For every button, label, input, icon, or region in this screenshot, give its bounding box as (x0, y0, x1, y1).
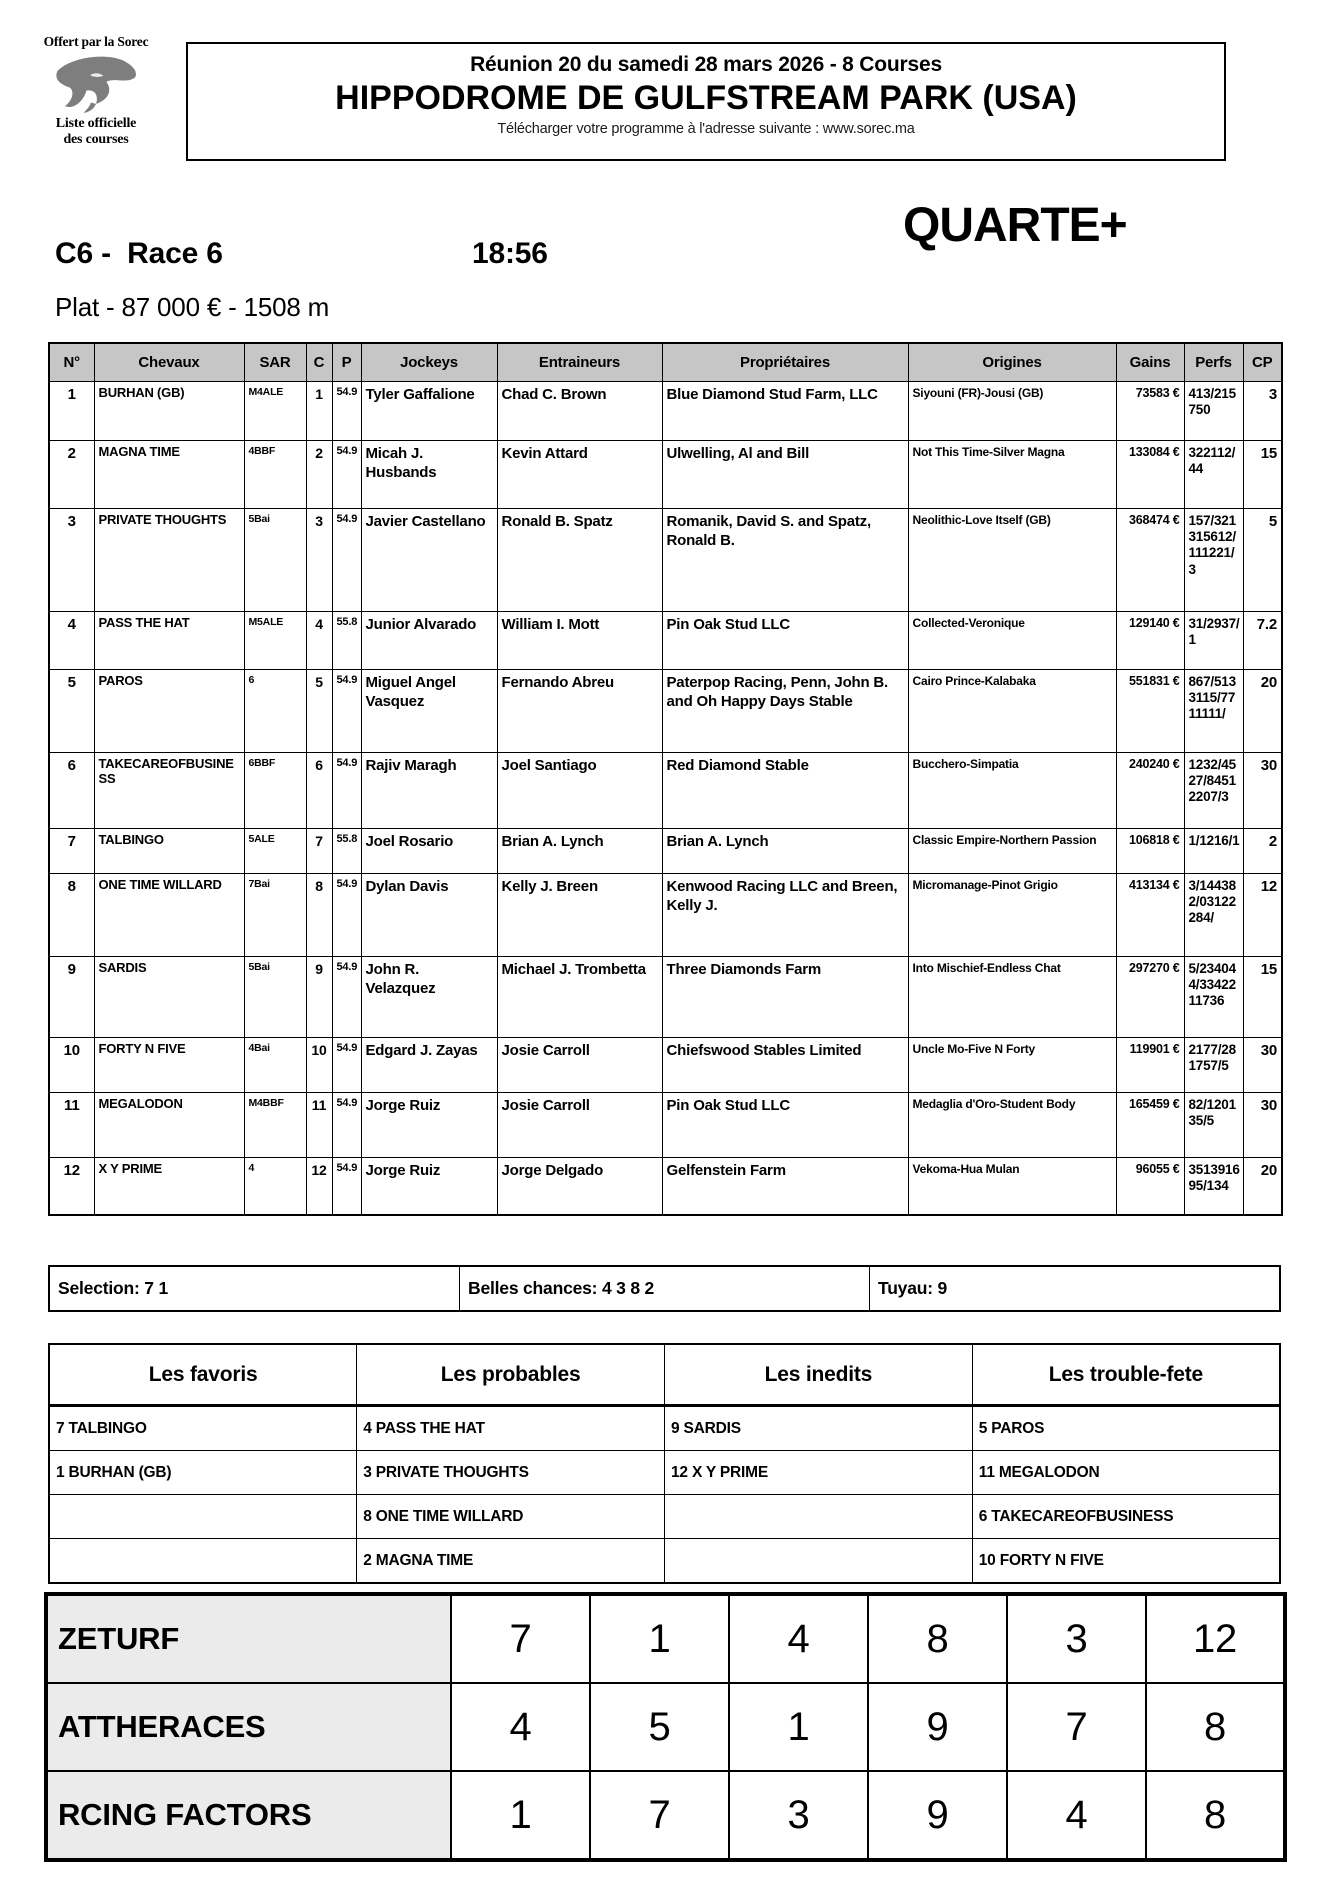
pick-cell: 4 PASS THE HAT (357, 1406, 665, 1451)
download-line: Télécharger votre programme à l'adresse suivante : www.sorec.ma (497, 121, 915, 137)
sar-code: M4BBF (244, 1093, 306, 1158)
trainer-name: Josie Carroll (497, 1038, 662, 1093)
runner-row (49, 382, 1282, 441)
logo-liste-text (36, 116, 156, 147)
tipster-pick: 1 (729, 1683, 868, 1771)
tipster-pick: 8 (1146, 1683, 1285, 1771)
selection-bar (48, 1265, 1281, 1312)
column-header: Origines (908, 343, 1116, 382)
weight: 54.9 (332, 1038, 361, 1093)
weight: 54.9 (332, 1158, 361, 1215)
origin: Collected-Veronique (908, 612, 1116, 670)
gains: 73583 € (1116, 382, 1184, 441)
pick-cell: 11 MEGALODON (972, 1451, 1280, 1495)
column-header: N° (49, 343, 94, 382)
gains: 165459 € (1116, 1093, 1184, 1158)
gains: 297270 € (1116, 957, 1184, 1038)
sar-code: 4 (244, 1158, 306, 1215)
picks-row (49, 1539, 1280, 1584)
tipster-name: RCING FACTORS (46, 1771, 451, 1860)
runner-row (49, 874, 1282, 957)
tipster-row (46, 1683, 1285, 1771)
tipster-pick: 4 (1007, 1771, 1146, 1860)
pick-cell: 12 X Y PRIME (665, 1451, 973, 1495)
gains: 119901 € (1116, 1038, 1184, 1093)
runner-number: 10 (49, 1038, 94, 1093)
owner-name: Paterpop Racing, Penn, John B. and Oh Happy Days Stable (662, 670, 908, 753)
perfs: 867/513 3115/77 11111/ (1184, 670, 1243, 753)
runner-row (49, 670, 1282, 753)
tipster-row (46, 1771, 1285, 1860)
horse-name: FORTY N FIVE (94, 1038, 244, 1093)
runner-row (49, 1158, 1282, 1215)
runner-row (49, 612, 1282, 670)
sar-code: 6BBF (244, 753, 306, 829)
tipster-pick: 7 (590, 1771, 729, 1860)
trainer-name: Chad C. Brown (497, 382, 662, 441)
gains: 106818 € (1116, 829, 1184, 874)
jockey-name: Dylan Davis (361, 874, 497, 957)
selection-cell: Selection: 7 1 (50, 1267, 460, 1310)
runner-number: 5 (49, 670, 94, 753)
column-header: Jockeys (361, 343, 497, 382)
perfs: 3/14438 2/03122 284/ (1184, 874, 1243, 957)
picks-table (48, 1343, 1281, 1584)
horse-name: PRIVATE THOUGHTS (94, 509, 244, 612)
runner-row (49, 1093, 1282, 1158)
jockey-name: Micah J. Husbands (361, 441, 497, 509)
tipster-row (46, 1594, 1285, 1683)
sar-code: 7Bai (244, 874, 306, 957)
runner-number: 1 (49, 382, 94, 441)
gains: 413134 € (1116, 874, 1184, 957)
weight: 54.9 (332, 753, 361, 829)
origin: Classic Empire-Northern Passion (908, 829, 1116, 874)
corde-number: 3 (306, 509, 332, 612)
owner-name: Red Diamond Stable (662, 753, 908, 829)
weight: 54.9 (332, 441, 361, 509)
picks-header-row (49, 1344, 1280, 1406)
perfs: 5/23404 4/33422 11736 (1184, 957, 1243, 1038)
origin: Vekoma-Hua Mulan (908, 1158, 1116, 1215)
picks-column-header: Les probables (357, 1344, 665, 1406)
runners-table (48, 342, 1283, 1216)
jockey-name: Junior Alvarado (361, 612, 497, 670)
corde-number: 1 (306, 382, 332, 441)
horse-name: BURHAN (GB) (94, 382, 244, 441)
weight: 55.8 (332, 612, 361, 670)
tipster-name: ZETURF (46, 1594, 451, 1683)
cp-value: 30 (1243, 753, 1282, 829)
runners-header-row (49, 343, 1282, 382)
perfs: 1/1216/1 (1184, 829, 1243, 874)
jockey-name: Edgard J. Zayas (361, 1038, 497, 1093)
runner-number: 12 (49, 1158, 94, 1215)
sar-code: 4Bai (244, 1038, 306, 1093)
cp-value: 15 (1243, 957, 1282, 1038)
runner-number: 6 (49, 753, 94, 829)
sar-code: M4ALE (244, 382, 306, 441)
horse-name: X Y PRIME (94, 1158, 244, 1215)
trainer-name: Kelly J. Breen (497, 874, 662, 957)
tipsters-table (44, 1592, 1287, 1862)
runner-number: 11 (49, 1093, 94, 1158)
horse-name: TAKECAREOFBUSINESS (94, 753, 244, 829)
perfs: 82/1201 35/5 (1184, 1093, 1243, 1158)
picks-row (49, 1495, 1280, 1539)
weight: 54.9 (332, 1093, 361, 1158)
owner-name: Brian A. Lynch (662, 829, 908, 874)
owner-name: Ulwelling, Al and Bill (662, 441, 908, 509)
runner-number: 2 (49, 441, 94, 509)
horse-name: ONE TIME WILLARD (94, 874, 244, 957)
column-header: Perfs (1184, 343, 1243, 382)
weight: 54.9 (332, 874, 361, 957)
cp-value: 12 (1243, 874, 1282, 957)
origin: Micromanage-Pinot Grigio (908, 874, 1116, 957)
horse-name: PASS THE HAT (94, 612, 244, 670)
corde-number: 6 (306, 753, 332, 829)
column-header: Chevaux (94, 343, 244, 382)
logo-liste-line1: Liste officielle (55, 116, 137, 131)
pick-cell (665, 1495, 973, 1539)
trainer-name: William I. Mott (497, 612, 662, 670)
runner-row (49, 753, 1282, 829)
logo-offert-text: Offert par la Sorec (43, 34, 149, 49)
tipster-pick: 1 (451, 1771, 590, 1860)
horse-name: PAROS (94, 670, 244, 753)
header-box (186, 42, 1226, 161)
trainer-name: Ronald B. Spatz (497, 509, 662, 612)
origin: Uncle Mo-Five N Forty (908, 1038, 1116, 1093)
cp-value: 5 (1243, 509, 1282, 612)
horse-name: SARDIS (94, 957, 244, 1038)
perfs: 3513916 95/134 (1184, 1158, 1243, 1215)
pick-cell: 1 BURHAN (GB) (49, 1451, 357, 1495)
perfs: 1232/45 27/8451 2207/3 (1184, 753, 1243, 829)
trainer-name: Brian A. Lynch (497, 829, 662, 874)
jockey-name: Tyler Gaffalione (361, 382, 497, 441)
sar-code: 4BBF (244, 441, 306, 509)
owner-name: Pin Oak Stud LLC (662, 1093, 908, 1158)
origin: Into Mischief-Endless Chat (908, 957, 1116, 1038)
trainer-name: Josie Carroll (497, 1093, 662, 1158)
bet-type-label: QUARTE+ (903, 199, 1127, 252)
runner-row (49, 509, 1282, 612)
pick-cell (49, 1495, 357, 1539)
weight: 54.9 (332, 509, 361, 612)
perfs: 2177/28 1757/5 (1184, 1038, 1243, 1093)
owner-name: Three Diamonds Farm (662, 957, 908, 1038)
corde-number: 10 (306, 1038, 332, 1093)
pick-cell (49, 1539, 357, 1584)
corde-number: 8 (306, 874, 332, 957)
column-header: C (306, 343, 332, 382)
gains: 240240 € (1116, 753, 1184, 829)
gains: 96055 € (1116, 1158, 1184, 1215)
origin: Not This Time-Silver Magna (908, 441, 1116, 509)
corde-number: 12 (306, 1158, 332, 1215)
jockey-name: Miguel Angel Vasquez (361, 670, 497, 753)
tipster-pick: 4 (451, 1683, 590, 1771)
weight: 55.8 (332, 829, 361, 874)
jockey-name: John R. Velazquez (361, 957, 497, 1038)
meeting-line: Réunion 20 du samedi 28 mars 2026 - 8 Courses (470, 53, 942, 76)
trainer-name: Joel Santiago (497, 753, 662, 829)
cp-value: 30 (1243, 1038, 1282, 1093)
sar-code: 5Bai (244, 957, 306, 1038)
perfs: 413/215 750 (1184, 382, 1243, 441)
runner-row (49, 957, 1282, 1038)
tipster-pick: 3 (1007, 1594, 1146, 1683)
corde-number: 7 (306, 829, 332, 874)
jockey-name: Javier Castellano (361, 509, 497, 612)
column-header: SAR (244, 343, 306, 382)
pick-cell: 10 FORTY N FIVE (972, 1539, 1280, 1584)
runner-number: 4 (49, 612, 94, 670)
tipster-pick: 7 (451, 1594, 590, 1683)
sar-code: M5ALE (244, 612, 306, 670)
trainer-name: Fernando Abreu (497, 670, 662, 753)
column-header: CP (1243, 343, 1282, 382)
weight: 54.9 (332, 670, 361, 753)
tipster-pick: 5 (590, 1683, 729, 1771)
jockey-name: Jorge Ruiz (361, 1093, 497, 1158)
runner-row (49, 1038, 1282, 1093)
origin: Medaglia d'Oro-Student Body (908, 1093, 1116, 1158)
owner-name: Gelfenstein Farm (662, 1158, 908, 1215)
origin: Siyouni (FR)-Jousi (GB) (908, 382, 1116, 441)
sar-code: 5Bai (244, 509, 306, 612)
column-header: P (332, 343, 361, 382)
tipster-pick: 1 (590, 1594, 729, 1683)
jockey-name: Rajiv Maragh (361, 753, 497, 829)
gains: 133084 € (1116, 441, 1184, 509)
cp-value: 7.2 (1243, 612, 1282, 670)
corde-number: 9 (306, 957, 332, 1038)
trainer-name: Kevin Attard (497, 441, 662, 509)
corde-number: 5 (306, 670, 332, 753)
gains: 368474 € (1116, 509, 1184, 612)
pick-cell: 2 MAGNA TIME (357, 1539, 665, 1584)
tuyau-cell: Tuyau: 9 (878, 1278, 948, 1298)
tipster-pick: 7 (1007, 1683, 1146, 1771)
horse-name: MAGNA TIME (94, 441, 244, 509)
origin: Cairo Prince-Kalabaka (908, 670, 1116, 753)
corde-number: 2 (306, 441, 332, 509)
picks-column-header: Les trouble-fete (972, 1344, 1280, 1406)
race-code: C6 - Race 6 (55, 237, 223, 270)
weight: 54.9 (332, 382, 361, 441)
cp-value: 3 (1243, 382, 1282, 441)
sorec-logo (36, 34, 156, 147)
pick-cell: 5 PAROS (972, 1406, 1280, 1451)
tipster-pick: 9 (868, 1771, 1007, 1860)
runner-number: 8 (49, 874, 94, 957)
corde-number: 11 (306, 1093, 332, 1158)
picks-row (49, 1406, 1280, 1451)
trainer-name: Jorge Delgado (497, 1158, 662, 1215)
gains: 551831 € (1116, 670, 1184, 753)
jockey-name: Joel Rosario (361, 829, 497, 874)
tipster-name: ATTHERACES (46, 1683, 451, 1771)
cp-value: 20 (1243, 670, 1282, 753)
column-header: Gains (1116, 343, 1184, 382)
sar-code: 6 (244, 670, 306, 753)
picks-column-header: Les favoris (49, 1344, 357, 1406)
horse-name: TALBINGO (94, 829, 244, 874)
belles-chances-cell: Belles chances: 4 3 8 2 (460, 1267, 870, 1310)
owner-name: Pin Oak Stud LLC (662, 612, 908, 670)
logo-liste-line2: des courses (63, 131, 129, 147)
pick-cell: 9 SARDIS (665, 1406, 973, 1451)
perfs: 31/2937/ 1 (1184, 612, 1243, 670)
tipster-pick: 8 (868, 1594, 1007, 1683)
tipster-pick: 12 (1146, 1594, 1285, 1683)
sar-code: 5ALE (244, 829, 306, 874)
race-time: 18:56 (472, 237, 548, 270)
origin: Bucchero-Simpatia (908, 753, 1116, 829)
origin: Neolithic-Love Itself (GB) (908, 509, 1116, 612)
owner-name: Blue Diamond Stud Farm, LLC (662, 382, 908, 441)
cp-value: 30 (1243, 1093, 1282, 1158)
column-header: Entraineurs (497, 343, 662, 382)
weight: 54.9 (332, 957, 361, 1038)
trainer-name: Michael J. Trombetta (497, 957, 662, 1038)
owner-name: Kenwood Racing LLC and Breen, Kelly J. (662, 874, 908, 957)
tipster-pick: 9 (868, 1683, 1007, 1771)
pick-cell: 8 ONE TIME WILLARD (357, 1495, 665, 1539)
owner-name: Romanik, David S. and Spatz, Ronald B. (662, 509, 908, 612)
pick-cell: 7 TALBINGO (49, 1406, 357, 1451)
runner-row (49, 829, 1282, 874)
gains: 129140 € (1116, 612, 1184, 670)
tipster-pick: 8 (1146, 1771, 1285, 1860)
race-conditions: Plat - 87 000 € - 1508 m (55, 292, 330, 322)
tipster-pick: 3 (729, 1771, 868, 1860)
hippodrome-title: HIPPODROME DE GULFSTREAM PARK (USA) (335, 79, 1077, 117)
runner-number: 3 (49, 509, 94, 612)
runner-row (49, 441, 1282, 509)
picks-column-header: Les inedits (665, 1344, 973, 1406)
column-header: Propriétaires (662, 343, 908, 382)
pick-cell: 3 PRIVATE THOUGHTS (357, 1451, 665, 1495)
horse-logo-icon (50, 53, 142, 115)
pick-cell (665, 1539, 973, 1584)
cp-value: 15 (1243, 441, 1282, 509)
tipster-pick: 4 (729, 1594, 868, 1683)
runner-number: 7 (49, 829, 94, 874)
perfs: 322112/ 44 (1184, 441, 1243, 509)
owner-name: Chiefswood Stables Limited (662, 1038, 908, 1093)
horse-name: MEGALODON (94, 1093, 244, 1158)
runner-number: 9 (49, 957, 94, 1038)
cp-value: 20 (1243, 1158, 1282, 1215)
pick-cell: 6 TAKECAREOFBUSINESS (972, 1495, 1280, 1539)
cp-value: 2 (1243, 829, 1282, 874)
jockey-name: Jorge Ruiz (361, 1158, 497, 1215)
picks-row (49, 1451, 1280, 1495)
corde-number: 4 (306, 612, 332, 670)
perfs: 157/321 315612/ 111221/ 3 (1184, 509, 1243, 612)
